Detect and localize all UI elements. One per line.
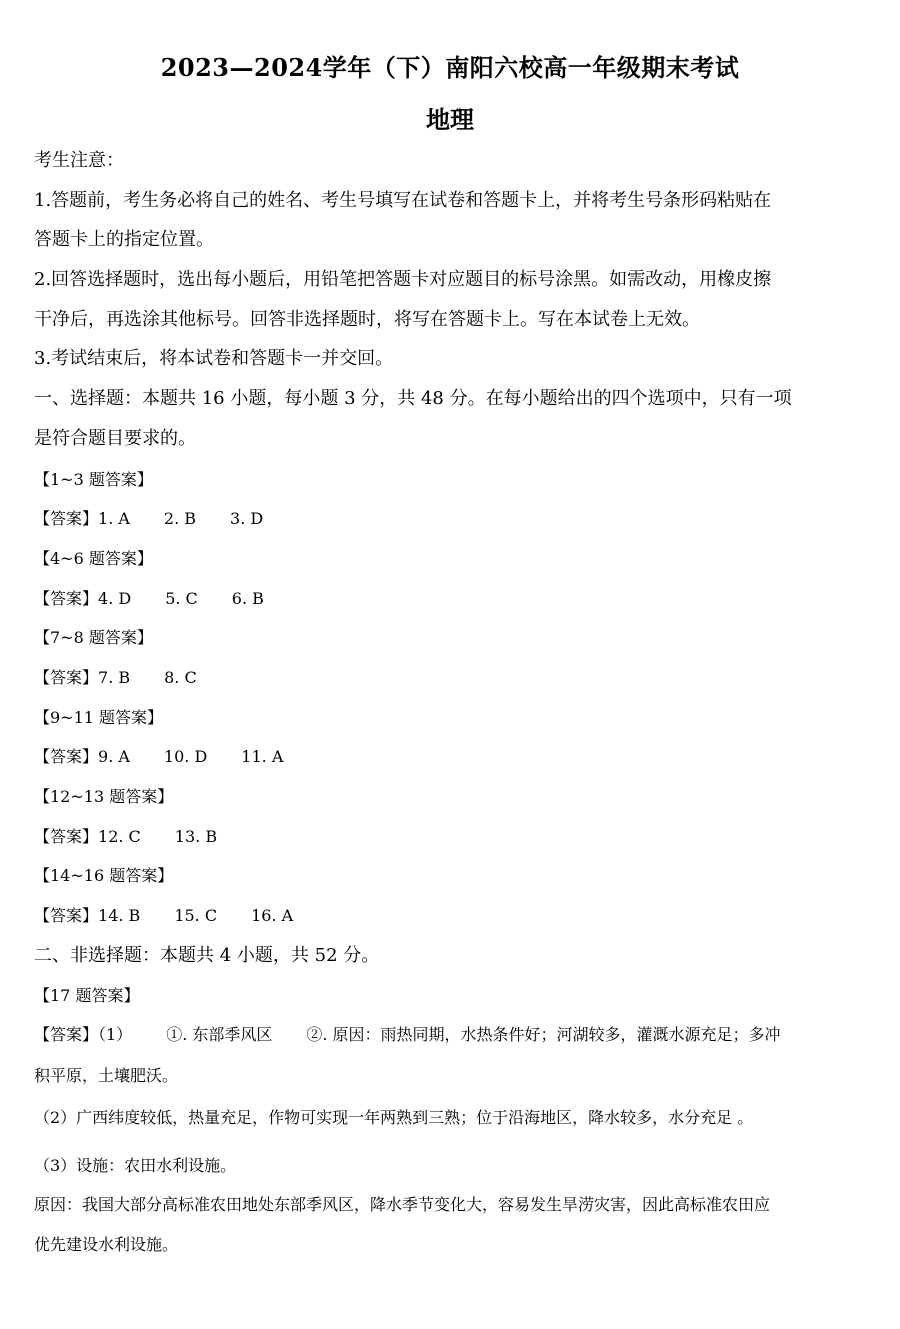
answer-row [34,826,866,848]
answer-item: 9. A [98,747,130,766]
answer-prefix: 【答案】 [34,668,99,687]
answer-item: 7. B [98,668,131,687]
answer-group-label: 【4~6 题答案】 [34,549,153,568]
q17-answer-line-1 [34,1024,866,1046]
q17-answer-line-3: （2）广西纬度较低，热量充足，作物可实现一年两熟到三熟；位于沿海地区，降水较多，水分充足 。 [34,1108,754,1127]
answer-item: 4. D [98,589,132,608]
notice-heading: 考生注意： [34,150,124,171]
exam-title: 2023—2024学年（下）南阳六校高一年级期末考试 [160,53,740,82]
answer-prefix: 【答案】 [34,589,99,608]
q17-answer-line-5: 原因：我国大部分高标准农田地处东部季风区，降水季节变化大，容易发生旱涝灾害，因此高标准农田应 [34,1195,771,1214]
answer-item: 13. B [174,827,218,846]
answer-group-label: 【14~16 题答案】 [34,866,174,885]
answer-group-label: 【12~13 题答案】 [34,787,174,806]
answer-row [34,588,866,610]
answer-item: 12. C [98,827,141,846]
answer-group-label: 【7~8 题答案】 [34,628,153,647]
q17-answer-line-2: 积平原，土壤肥沃。 [34,1066,179,1085]
notice-item-1-line-1: 1.答题前，考生务必将自己的姓名、考生号填写在试卷和答题卡上，并将考生号条形码粘贴在 [34,190,772,211]
answer-row [34,508,866,530]
answer-group-label: 【1~3 题答案】 [34,470,153,489]
answer-item: 11. A [241,747,284,766]
subject-title: 地理 [426,105,474,134]
answer-item: 1. A [98,509,130,528]
answer-item: 15. C [174,906,218,925]
section-1-heading-line-1: 一、选择题：本题共 16 小题，每小题 3 分，共 48 分。在每小题给出的四个选项中，只有一项 [34,388,792,409]
answer-item: 8. C [164,668,197,687]
answer-item: 5. C [165,589,198,608]
answer-group-label: 【9~11 题答案】 [34,708,164,727]
answer-row [34,746,866,768]
answer-prefix: 【答案】 [34,509,99,528]
answer-prefix: 【答案】 [34,827,99,846]
answer-item: 6. B [231,589,264,608]
answer-item: 3. D [230,509,264,528]
section-2-heading: 二、非选择题：本题共 4 小题，共 52 分。 [34,945,380,966]
answer-prefix: 【答案】 [34,747,99,766]
answer-item: 10. D [163,747,208,766]
notice-item-1-line-2: 答题卡上的指定位置。 [34,229,214,250]
section-1-heading-line-2: 是符合题目要求的。 [34,428,196,449]
answer-row [34,905,866,927]
answer-item: 14. B [98,906,141,925]
q17-answer-line-6: 优先建设水利设施。 [34,1235,179,1254]
answer-item: 16. A [251,906,294,925]
answer-item: 2. B [163,509,197,528]
q17-part-2: ②. 原因：雨热同期，水热条件好；河湖较多，灌溉水源充足；多冲 [306,1025,781,1044]
answer-row [34,667,866,689]
q17-label: 【17 题答案】 [34,986,140,1005]
q17-answer-line-4: （3）设施：农田水利设施。 [34,1156,237,1175]
answer-prefix: 【答案】 [34,906,99,925]
answer-prefix: 【答案】（1） [34,1025,133,1044]
notice-item-3: 3.考试结束后，将本试卷和答题卡一并交回。 [34,348,394,369]
q17-part-1: ①. 东部季风区 [166,1025,273,1044]
notice-item-2-line-1: 2.回答选择题时，选出每小题后，用铅笔把答题卡对应题目的标号涂黑。如需改动，用橡皮擦 [34,269,772,290]
notice-item-2-line-2: 干净后，再选涂其他标号。回答非选择题时，将写在答题卡上。写在本试卷上无效。 [34,309,700,330]
